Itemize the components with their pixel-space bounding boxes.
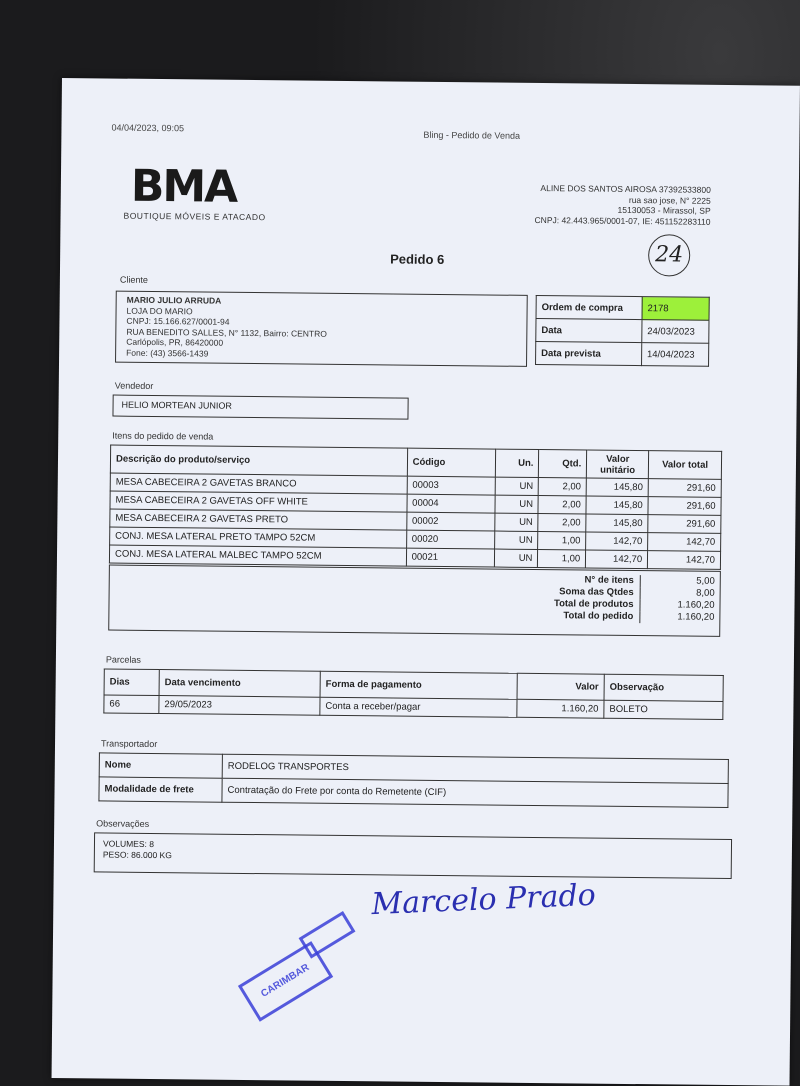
company-info [535, 183, 711, 227]
col-value: Valor [517, 673, 604, 700]
summary-value: 8,00 [640, 587, 720, 600]
date-value: 24/03/2023 [642, 320, 709, 344]
items-label: Itens do pedido de venda [112, 430, 214, 442]
item-qty: 2,00 [538, 496, 586, 514]
company-cnpj: CNPJ: 42.443.965/0001-07, IE: 451152283110 [534, 214, 711, 227]
client-city: Carlópolis, PR, 86420000 [126, 336, 224, 348]
summary-value: 1.160,20 [639, 611, 719, 624]
stamp-handle [299, 911, 356, 959]
company-city: 15130053 - Mirassol, SP [617, 204, 711, 216]
carrier-name: RODELOG TRANSPORTES [222, 754, 728, 783]
item-code: 00021 [406, 548, 494, 567]
item-qty: 2,00 [539, 478, 587, 496]
item-unit: UN [494, 513, 538, 531]
item-total: 291,60 [648, 515, 721, 534]
freight-value: Contratação do Frete por conta do Remetente (CIF) [222, 778, 728, 807]
item-unit-value: 145,80 [586, 478, 648, 497]
item-unit: UN [494, 531, 538, 549]
summary-label: Total de produtos [553, 598, 634, 611]
col-days: Dias [104, 669, 159, 696]
item-desc: MESA CABECEIRA 2 GAVETAS PRETO [110, 509, 407, 530]
client-phone: Fone: (43) 3566-1439 [126, 347, 209, 359]
item-qty: 1,00 [538, 550, 586, 568]
company-logo: BMA [130, 160, 237, 213]
carrier-name-label: Nome [99, 753, 222, 778]
item-total: 142,70 [648, 551, 721, 570]
items-body [109, 473, 721, 569]
col-method: Forma de pagamento [320, 671, 517, 699]
stamp-text: CARIMBAR [259, 962, 312, 1000]
col-note: Observação [604, 674, 723, 701]
installments-label: Parcelas [105, 654, 141, 665]
installment-method: Conta a receber/pagar [320, 697, 517, 717]
company-name: ALINE DOS SANTOS AIROSA 37392533800 [540, 183, 711, 195]
item-unit: UN [494, 549, 538, 567]
item-unit-value: 142,70 [586, 532, 648, 551]
item-total: 291,60 [648, 479, 721, 498]
col-total: Valor total [648, 451, 721, 480]
item-unit: UN [495, 495, 539, 513]
order-title: Pedido 6 [390, 251, 445, 268]
client-name: MARIO JULIO ARRUDA [126, 294, 222, 306]
purchase-order-value: 2178 [642, 297, 709, 321]
client-address: RUA BENEDITO SALLES, N° 1132, Bairro: CENTRO [126, 326, 327, 339]
client-box [115, 291, 528, 367]
summary-row [493, 610, 719, 624]
seller-label: Vendedor [114, 380, 154, 391]
item-desc: CONJ. MESA LATERAL PRETO TAMPO 52CM [110, 527, 407, 548]
col-desc: Descrição do produto/serviço [110, 445, 407, 476]
notes-line-2: PESO: 86.000 KG [102, 849, 172, 861]
summary-value: 5,00 [640, 575, 720, 588]
installment-days: 66 [104, 695, 159, 714]
installment-due: 29/05/2023 [159, 696, 320, 716]
freight-label: Modalidade de frete [99, 777, 222, 802]
item-qty: 2,00 [538, 514, 586, 532]
purchase-order-label: Ordem de compra [536, 295, 642, 319]
print-timestamp: 04/04/2023, 09:05 [111, 122, 185, 134]
col-due: Data vencimento [159, 670, 320, 698]
item-code: 00004 [407, 494, 495, 513]
signature-text: Marcelo Prado [370, 877, 597, 923]
item-unit: UN [495, 477, 539, 495]
print-app-title: Bling - Pedido de Venda [423, 129, 521, 141]
notes-line-1: VOLUMES: 8 [102, 838, 155, 850]
company-street: rua sao jose, N° 2225 [628, 194, 711, 206]
item-qty: 1,00 [538, 532, 586, 550]
client-store: LOJA DO MARIO [126, 305, 193, 316]
item-code: 00002 [406, 512, 494, 531]
carrier-table [98, 752, 728, 808]
installment-note: BOLETO [604, 700, 723, 719]
item-total: 291,60 [648, 497, 721, 516]
seller-name: HELIO MORTEAN JUNIOR [112, 395, 408, 420]
document-page [52, 78, 800, 1086]
date-label: Data [536, 318, 642, 342]
expected-label: Data prevista [536, 341, 642, 365]
items-summary [493, 574, 719, 624]
installment-value: 1.160,20 [517, 699, 604, 718]
col-unit-value: Valor unitário [587, 450, 649, 479]
expected-value: 14/04/2023 [641, 343, 708, 367]
company-tagline: BOUTIQUE MÓVEIS E ATACADO [123, 210, 266, 223]
carrier-label: Transportador [100, 738, 158, 750]
summary-value: 1.160,20 [639, 599, 719, 612]
handwritten-number: 24 [648, 234, 690, 276]
col-unit: Un. [495, 449, 539, 477]
notes-box [94, 832, 732, 879]
order-info-table [535, 295, 710, 367]
items-table [109, 445, 722, 570]
item-desc: CONJ. MESA LATERAL MALBEC TAMPO 52CM [109, 545, 406, 566]
item-unit-value: 145,80 [586, 514, 648, 533]
item-code: 00003 [407, 476, 495, 495]
item-unit-value: 145,80 [586, 496, 648, 515]
col-code: Código [407, 448, 495, 477]
col-qty: Qtd. [539, 450, 587, 478]
item-desc: MESA CABECEIRA 2 GAVETAS OFF WHITE [110, 491, 407, 512]
items-summary-box [108, 565, 721, 637]
installments-table [103, 668, 723, 719]
summary-label: N° de itens [584, 574, 634, 587]
item-total: 142,70 [648, 533, 721, 552]
item-code: 00020 [406, 530, 494, 549]
handwritten-signature [371, 878, 597, 922]
summary-label: Total do pedido [563, 610, 634, 623]
client-cnpj: CNPJ: 15.166.627/0001-94 [126, 315, 230, 327]
notes-label: Observações [96, 818, 150, 829]
summary-label: Soma das Qtdes [559, 586, 634, 599]
item-unit-value: 142,70 [586, 550, 648, 569]
item-desc: MESA CABECEIRA 2 GAVETAS BRANCO [110, 473, 407, 494]
client-label: Cliente [119, 274, 148, 285]
